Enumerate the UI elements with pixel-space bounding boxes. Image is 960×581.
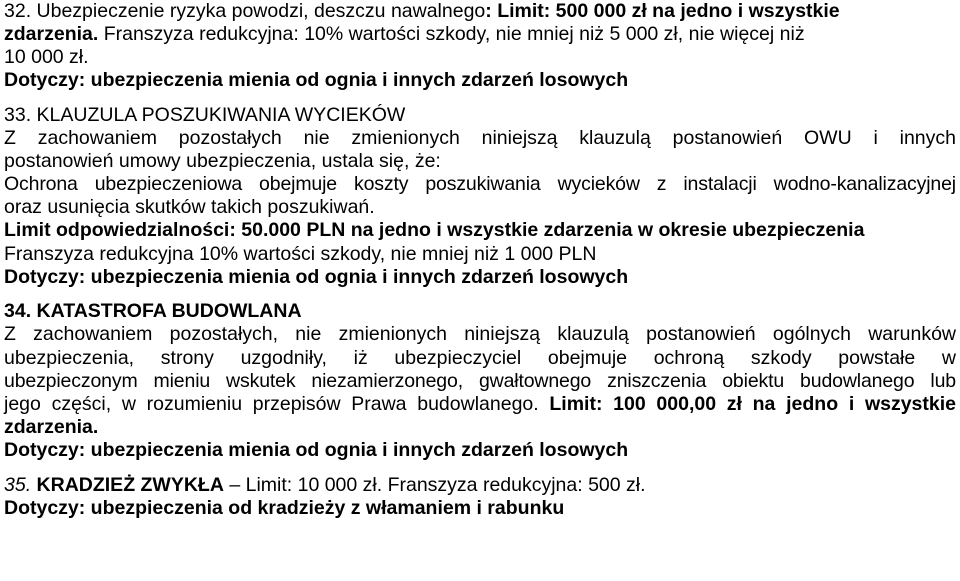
s32-line-3: 10 000 zł.	[4, 46, 89, 69]
s32-heading-text: 32. Ubezpieczenie ryzyka powodzi, deszczu nawalnego	[4, 0, 486, 22]
s33-limit-text: Limit odpowiedzialności: 50.000 PLN na jedno i wszystkie zdarzenia w okresie ubezpieczenia	[4, 219, 865, 242]
s34-line-4	[4, 393, 956, 416]
s32-limit-end: zdarzenia.	[4, 23, 99, 46]
s32-limit-text: : Limit: 500 000 zł na jedno i wszystkie	[485, 0, 840, 22]
s33-line-1: Z zachowaniem pozostałych nie zmienionych niniejszą klauzulą postanowień OWU i innych	[4, 127, 956, 150]
s35-limit-text: – Limit: 10 000 zł. Franszyza redukcyjna: 500 zł.	[223, 473, 646, 496]
s33-line-3: Ochrona ubezpieczeniowa obejmuje koszty poszukiwania wycieków z instalacji wodno-kanalizacyjnej	[4, 173, 956, 196]
s34-number: 34.	[4, 300, 32, 323]
s33-line-4: oraz usunięcia skutków takich poszukiwań.	[4, 196, 375, 219]
s34-applies-to-text: Dotyczy: ubezpieczenia mienia od ognia i innych zdarzeń losowych	[4, 438, 629, 461]
s33-number: 33.	[4, 103, 32, 126]
spacer	[4, 462, 956, 474]
s33-title	[4, 104, 956, 127]
s35-number: 35.	[4, 473, 32, 496]
s32-applies-to	[4, 69, 956, 92]
s34-applies-to	[4, 439, 956, 462]
s34-limit-end-text: zdarzenia.	[4, 415, 99, 438]
s35-title-text: KRADZIEŻ ZWYKŁA	[31, 473, 224, 496]
s35-applies-to	[4, 497, 956, 520]
s35-applies-to-text: Dotyczy: ubezpieczenia od kradzieży z włamaniem i rabunku	[4, 496, 565, 519]
s33-applies-to	[4, 266, 956, 289]
s32-applies-to-text: Dotyczy: ubezpieczenia mienia od ognia i innych zdarzeń losowych	[4, 69, 629, 92]
s33-title-text: KLAUZULA POSZUKIWANIA WYCIEKÓW	[31, 103, 406, 126]
spacer	[4, 289, 956, 301]
s34-line-4-text: jego części, w rozumieniu przepisów Prawa budowlanego.	[4, 392, 550, 415]
s32-line-2	[4, 23, 956, 46]
s33-limit	[4, 219, 956, 242]
s34-line-1: Z zachowaniem pozostałych, nie zmienionych niniejszą klauzulą postanowień ogólnych warunków	[4, 323, 956, 346]
s34-title	[4, 300, 956, 323]
s35-title	[4, 474, 956, 497]
s33-franchise: Franszyza redukcyjna 10% wartości szkody, nie mniej niż 1 000 PLN	[4, 242, 597, 265]
s34-limit-text: Limit: 100 000,00 zł na jedno i wszystkie	[549, 392, 956, 415]
s34-line-3: ubezpieczonym mieniu wskutek niezamierzonego, gwałtownego zniszczenia obiektu budowlanego lub	[4, 369, 956, 392]
s34-title-text: KATASTROFA BUDOWLANA	[31, 300, 302, 323]
s32-line-1	[4, 0, 956, 23]
s33-applies-to-text: Dotyczy: ubezpieczenia mienia od ognia i innych zdarzeń losowych	[4, 265, 629, 288]
s33-line-2: postanowień umowy ubezpieczenia, ustala się, że:	[4, 150, 441, 173]
s34-line-2: ubezpieczenia, strony uzgodniły, iż ubezpieczyciel obejmuje ochroną szkody powstałe w	[4, 346, 956, 369]
s32-franchise-text: Franszyza redukcyjna: 10% wartości szkody, nie mniej niż 5 000 zł, nie więcej niż	[98, 23, 805, 46]
document-page	[4, 0, 956, 520]
s34-limit-end	[4, 416, 956, 439]
spacer	[4, 92, 956, 104]
